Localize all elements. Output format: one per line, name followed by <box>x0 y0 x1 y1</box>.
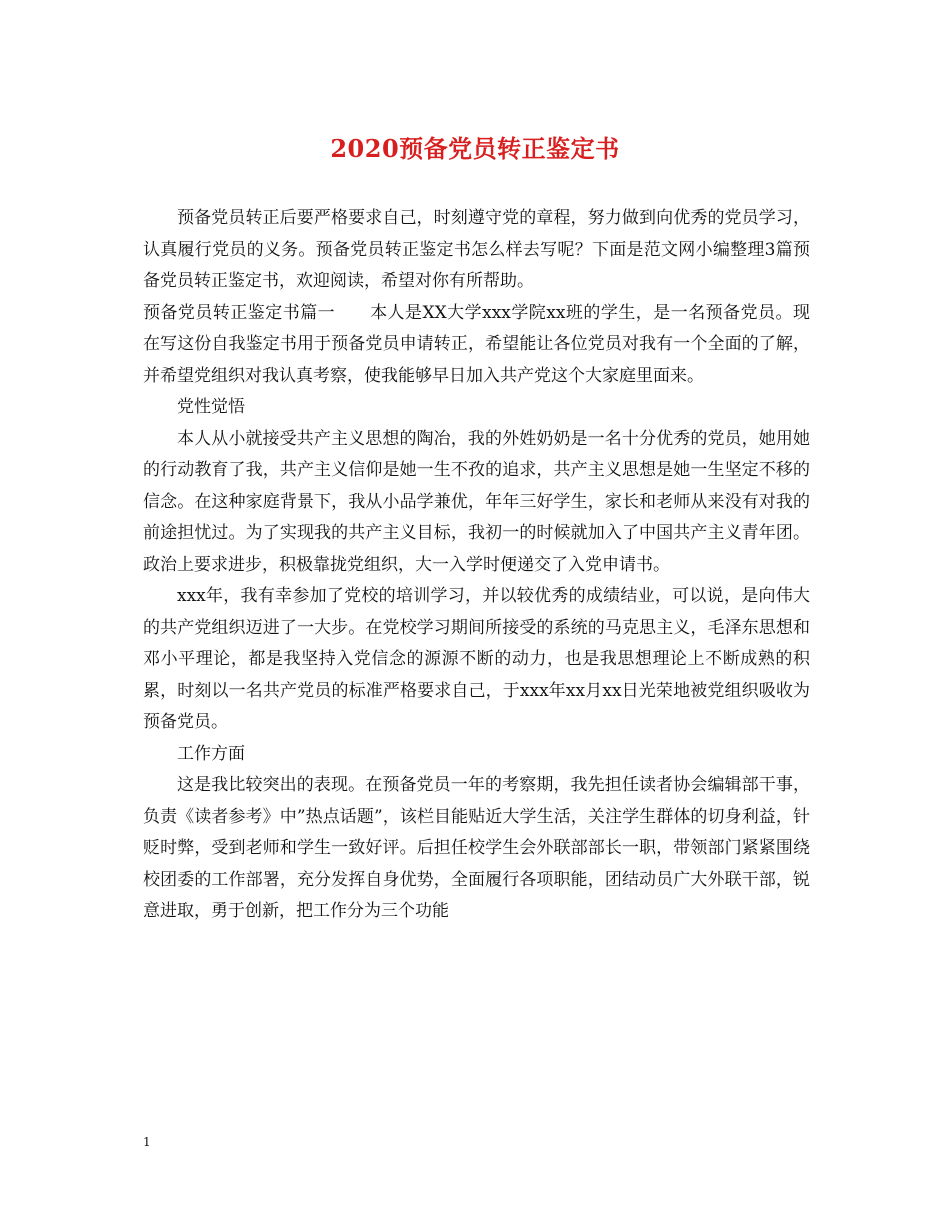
paragraph-party-school: xxx年，我有幸参加了党校的培训学习，并以较优秀的成绩结业，可以说，是向伟大的共产党组织迈进了一大步。在党校学习期间所接受的系统的马克思主义，毛泽东思想和邓小平理论，都是我坚持入党信念的源源不断的动力，也是我思想理论上不断成熟的积累，时刻以一名共产党员的标准严格要求自己，于xxx年xx月xx日光荣地被党组织吸收为预备党员。 <box>143 586 810 732</box>
paragraph-work: 这是我比较突出的表现。在预备党员一年的考察期，我先担任读者协会编辑部干事，负责《读者参考》中”热点话题”，该栏目能贴近大学生活，关注学生群体的切身利益，针贬时弊，受到老师和学生一致好评。后担任校学生会外联部部长一职，带领部门紧紧围绕校团委的工作部署，充分发挥自身优势，全面履行各项职能，团结动员广大外联干部，锐意进取，勇于创新，把工作分为三个功能 <box>143 775 810 921</box>
document-title: 2020预备党员转正鉴定书 <box>330 134 620 163</box>
paragraph-chapter-one: 预备党员转正鉴定书篇一 本人是XX大学xxx学院xx班的学生，是一名预备党员。现在写这份自我鉴定书用于预备党员申请转正，希望能让各位党员对我有一个全面的了解，并希望党组织对我认真考察，使我能够早日加入共产党这个大家庭里面来。 <box>143 302 810 386</box>
paragraph-party-awareness: 本人从小就接受共产主义思想的陶冶，我的外姓奶奶是一名十分优秀的党员，她用她的行动教育了我，共产主义信仰是她一生不孜的追求，共产主义思想是她一生坚定不移的信念。在这种家庭背景下，我从小品学兼优，年年三好学生，家长和老师从来没有对我的前途担忧过。为了实现我的共产主义目标，我初一的时候就加入了中国共产主义青年团。政治上要求进步，积极靠拢党组织，大一入学时便递交了入党申请书。 <box>143 428 810 575</box>
section-heading-work: 工作方面 <box>177 743 245 764</box>
section-heading-party-awareness: 党性觉悟 <box>177 397 245 417</box>
paragraph-intro: 预备党员转正后要严格要求自己，时刻遵守党的章程，努力做到向优秀的党员学习，认真履行党员的义务。预备党员转正鉴定书怎么样去写呢？下面是范文网小编整理3篇预备党员转正鉴定书，欢迎阅读，希望对你有所帮助。 <box>143 208 810 291</box>
document-body <box>143 203 810 928</box>
page-number: 1 <box>143 1135 151 1149</box>
